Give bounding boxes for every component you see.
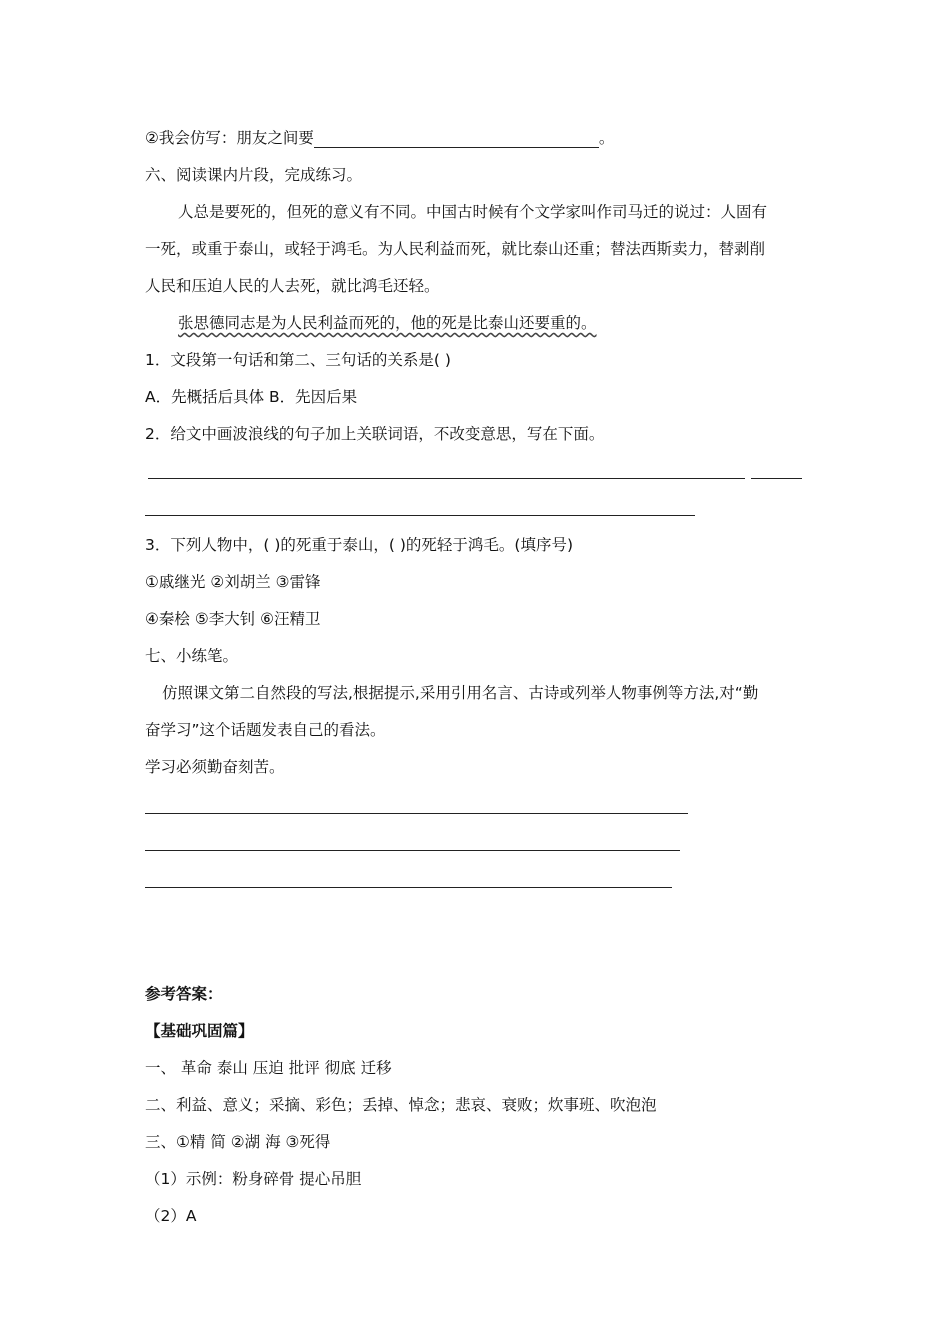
imitation-answer-blank[interactable] [314,130,599,148]
section7-instruction-2: 奋学习”这个话题发表自己的看法。 [145,721,386,739]
answer-3-2: （2）A [145,1207,197,1225]
imitation-suffix: 。 [598,129,615,147]
answers-subheading: 【基础巩固篇】 [145,1022,254,1040]
writing-line-1[interactable] [145,813,688,814]
section7-instruction-1: 仿照课文第二自然段的写法,根据提示,采用引用名言、古诗或列举人物事例等方法,对“勤 [162,684,759,702]
answer-line-q2-1a[interactable] [148,478,745,479]
question-3-people-2: ④秦桧 ⑤李大钊 ⑥汪精卫 [145,610,321,628]
question-3: 3．下列人物中，( )的死重于泰山，( )的死轻于鸿毛。(填序号) [145,536,574,554]
answer-2: 二、利益、意义；采摘、彩色；丢掉、悼念；悲哀、衰败；炊事班、吹泡泡 [145,1096,657,1114]
passage-line-3: 人民和压迫人民的人去死，就比鸿毛还轻。 [145,277,440,295]
section6-title: 六、阅读课内片段，完成练习。 [145,166,363,184]
answer-line-q2-2[interactable] [145,515,695,516]
question-1: 1．文段第一句话和第二、三句话的关系是( ) [145,351,451,369]
writing-line-3[interactable] [145,887,672,888]
writing-prompt: 学习必须勤奋刻苦。 [145,758,285,776]
answer-line-q2-1b[interactable] [751,478,802,479]
imitation-writing-line [145,128,614,148]
answer-3: 三、①精 简 ②湖 海 ③死得 [145,1133,331,1151]
section7-title: 七、小练笔。 [145,647,239,665]
imitation-prefix: ②我会仿写：朋友之间要 [145,129,314,147]
question-2: 2．给文中画波浪线的句子加上关联词语，不改变意思，写在下面。 [145,425,605,443]
answer-1: 一、 革命 泰山 压迫 批评 彻底 迁移 [145,1059,392,1077]
answers-heading: 参考答案： [145,985,223,1003]
passage-line-1: 人总是要死的，但死的意义有不同。中国古时候有个文学家叫作司马迁的说过：人固有 [178,203,768,221]
wavy-underlined-sentence: 张思德同志是为人民利益而死的，他的死是比泰山还要重的。 [178,314,597,332]
answer-3-1: （1）示例：粉身碎骨 提心吊胆 [145,1170,362,1188]
question-1-options: A．先概括后具体 B．先因后果 [145,388,358,406]
passage-line-2: 一死，或重于泰山，或轻于鸿毛。为人民利益而死，就比泰山还重；替法西斯卖力，替剥削 [145,240,766,258]
writing-line-2[interactable] [145,850,680,851]
question-3-people-1: ①戚继光 ②刘胡兰 ③雷锋 [145,573,321,591]
